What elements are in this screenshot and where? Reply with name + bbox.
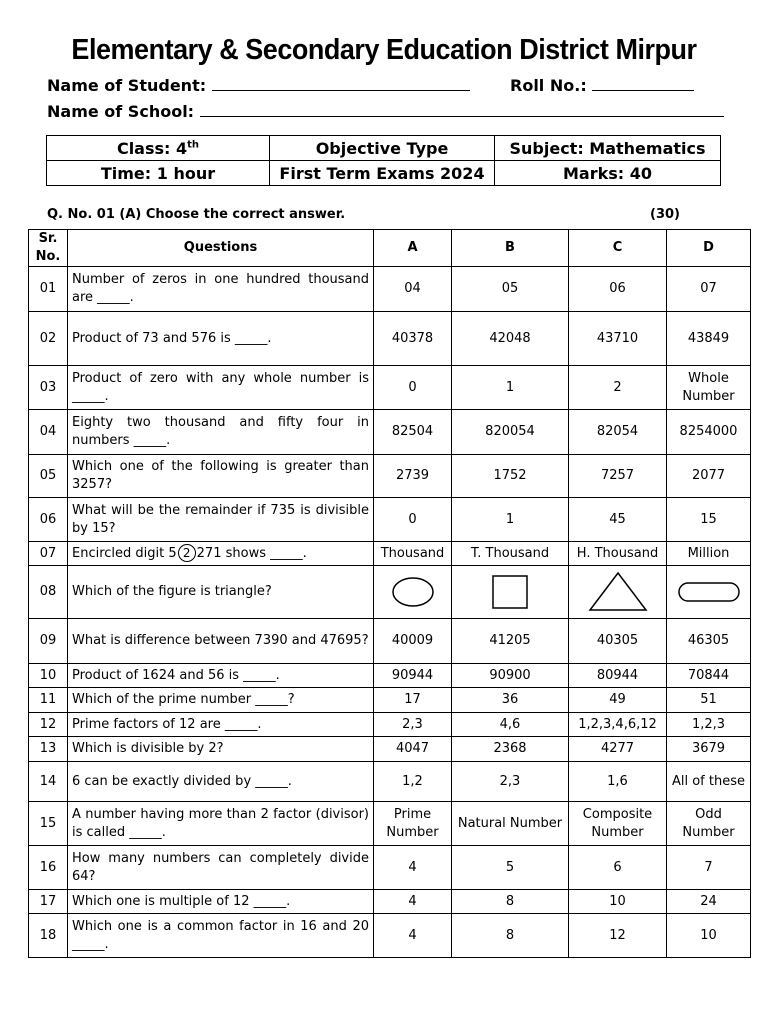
row-question: Number of zeros in one hundred thousand are _____.: [68, 267, 374, 312]
option-c: Composite Number: [569, 802, 667, 846]
row-sr-no: 11: [29, 688, 68, 713]
table-row: [29, 366, 751, 410]
row-sr-no: 08: [29, 566, 68, 619]
option-d: 8254000: [667, 410, 751, 455]
row-sr-no: 05: [29, 455, 68, 498]
option-d: 70844: [667, 664, 751, 688]
row-sr-no: 14: [29, 762, 68, 802]
option-a: 90944: [374, 664, 452, 688]
row-question: 6 can be exactly divided by _____.: [68, 762, 374, 802]
option-d: 46305: [667, 619, 751, 664]
table-row: [29, 737, 751, 762]
row-question: Which of the figure is triangle?: [68, 566, 374, 619]
option-a: 4: [374, 914, 452, 958]
header-c: C: [569, 230, 667, 267]
class-label: Class: 4: [116, 138, 188, 158]
option-a: 1,2: [374, 762, 452, 802]
option-d: 24: [667, 890, 751, 914]
option-c: 10: [569, 890, 667, 914]
row-question: Which one is multiple of 12 _____.: [68, 890, 374, 914]
option-a: Prime Number: [374, 802, 452, 846]
option-c: 45: [569, 498, 667, 542]
option-a: 40378: [374, 312, 452, 366]
option-b: 2,3: [452, 762, 569, 802]
header-a: A: [374, 230, 452, 267]
rounded-rectangle-shape: [677, 570, 741, 614]
header-b: B: [452, 230, 569, 267]
school-name-label: Name of School:: [47, 102, 195, 121]
option-d: 07: [667, 267, 751, 312]
question-heading: Q. No. 01 (A) Choose the correct answer.: [47, 207, 346, 222]
option-c: 6: [569, 846, 667, 890]
table-row: [29, 664, 751, 688]
row-sr-no: 18: [29, 914, 68, 958]
option-a: [374, 566, 452, 619]
subject-cell: Subject: Mathematics: [495, 136, 721, 161]
row-sr-no: 02: [29, 312, 68, 366]
row-question: [68, 542, 374, 566]
row-sr-no: 04: [29, 410, 68, 455]
row-sr-no: 06: [29, 498, 68, 542]
header-sr-no: [29, 230, 68, 267]
student-name-line: [47, 76, 470, 95]
option-b: 41205: [452, 619, 569, 664]
row-question: Which is divisible by 2?: [68, 737, 374, 762]
option-d: 10: [667, 914, 751, 958]
class-cell: [47, 136, 270, 161]
option-d: 7: [667, 846, 751, 890]
option-c: 40305: [569, 619, 667, 664]
row-question: What will be the remainder if 735 is divisible by 15?: [68, 498, 374, 542]
option-a: 4: [374, 890, 452, 914]
option-c: 1,2,3,4,6,12: [569, 713, 667, 737]
question-text-pre: Encircled digit 5: [72, 546, 177, 561]
option-c: 06: [569, 267, 667, 312]
option-d: 2077: [667, 455, 751, 498]
option-a: 2739: [374, 455, 452, 498]
row-sr-no: 17: [29, 890, 68, 914]
option-d: 3679: [667, 737, 751, 762]
table-row: [29, 566, 751, 619]
table-row: [29, 312, 751, 366]
table-row: [29, 410, 751, 455]
option-c: 1,6: [569, 762, 667, 802]
option-b: 1: [452, 498, 569, 542]
option-a: 0: [374, 498, 452, 542]
option-b: 36: [452, 688, 569, 713]
row-sr-no: 01: [29, 267, 68, 312]
table-row: [29, 713, 751, 737]
option-d: 1,2,3: [667, 713, 751, 737]
option-a: 0: [374, 366, 452, 410]
exam-cell: First Term Exams 2024: [270, 161, 495, 186]
marks-cell: Marks: 40: [495, 161, 721, 186]
row-question: Product of zero with any whole number is _____.: [68, 366, 374, 410]
school-name-line: [47, 102, 724, 121]
objective-type-cell: Objective Type: [270, 136, 495, 161]
option-a: 40009: [374, 619, 452, 664]
option-b: 1752: [452, 455, 569, 498]
row-sr-no: 16: [29, 846, 68, 890]
row-sr-no: 12: [29, 713, 68, 737]
option-b: T. Thousand: [452, 542, 569, 566]
header-questions: Questions: [68, 230, 374, 267]
row-question: Product of 1624 and 56 is _____.: [68, 664, 374, 688]
header-sr-label: Sr. No.: [35, 231, 61, 264]
square-shape: [478, 570, 542, 614]
table-row: [29, 455, 751, 498]
option-b: 1: [452, 366, 569, 410]
option-b: 8: [452, 914, 569, 958]
row-sr-no: 15: [29, 802, 68, 846]
option-a: 4: [374, 846, 452, 890]
roll-no-blank: [592, 76, 694, 91]
option-b: 05: [452, 267, 569, 312]
option-a: 2,3: [374, 713, 452, 737]
ellipse-shape: [381, 570, 445, 614]
row-question: Which of the prime number _____?: [68, 688, 374, 713]
option-c: 7257: [569, 455, 667, 498]
table-row: [29, 619, 751, 664]
row-question: Which one of the following is greater than 3257?: [68, 455, 374, 498]
option-b: 2368: [452, 737, 569, 762]
option-b: 5: [452, 846, 569, 890]
row-question: Eighty two thousand and fifty four in numbers _____.: [68, 410, 374, 455]
option-d: [667, 566, 751, 619]
page-title: Elementary & Secondary Education District Mirpur: [71, 34, 697, 66]
option-d: All of these: [667, 762, 751, 802]
table-row: [29, 542, 751, 566]
row-question: A number having more than 2 factor (divisor) is called _____.: [68, 802, 374, 846]
row-question: Product of 73 and 576 is _____.: [68, 312, 374, 366]
row-sr-no: 10: [29, 664, 68, 688]
option-c: H. Thousand: [569, 542, 667, 566]
option-c: 80944: [569, 664, 667, 688]
mcq-table: [28, 229, 751, 958]
option-a: 82504: [374, 410, 452, 455]
option-b: 4,6: [452, 713, 569, 737]
option-a: 04: [374, 267, 452, 312]
option-c: 43710: [569, 312, 667, 366]
table-row: [29, 498, 751, 542]
row-question: Prime factors of 12 are _____.: [68, 713, 374, 737]
table-row: [29, 688, 751, 713]
table-row: [29, 802, 751, 846]
row-sr-no: 13: [29, 737, 68, 762]
table-row: [29, 890, 751, 914]
option-d: Whole Number: [667, 366, 751, 410]
option-d: 15: [667, 498, 751, 542]
table-row: [29, 914, 751, 958]
table-header-row: [29, 230, 751, 267]
option-c: 12: [569, 914, 667, 958]
question-text-post: 271 shows _____.: [196, 546, 307, 561]
row-sr-no: 09: [29, 619, 68, 664]
option-d: Odd Number: [667, 802, 751, 846]
option-c: 82054: [569, 410, 667, 455]
option-c: 2: [569, 366, 667, 410]
option-a: 17: [374, 688, 452, 713]
header-d: D: [667, 230, 751, 267]
option-a: Thousand: [374, 542, 452, 566]
table-row: [29, 846, 751, 890]
class-superscript: th: [187, 139, 200, 151]
option-c: [569, 566, 667, 619]
row-question: Which one is a common factor in 16 and 20 _____.: [68, 914, 374, 958]
option-a: 4047: [374, 737, 452, 762]
option-b: Natural Number: [452, 802, 569, 846]
triangle-shape: [586, 570, 650, 614]
encircled-digit: 2: [178, 544, 196, 562]
row-sr-no: 03: [29, 366, 68, 410]
time-cell: Time: 1 hour: [47, 161, 270, 186]
option-c: 49: [569, 688, 667, 713]
student-name-blank: [212, 76, 470, 91]
option-d: 51: [667, 688, 751, 713]
option-b: 90900: [452, 664, 569, 688]
option-b: 42048: [452, 312, 569, 366]
roll-no-line: [510, 76, 694, 95]
option-c: 4277: [569, 737, 667, 762]
roll-no-label: Roll No.:: [510, 76, 587, 95]
exam-info-table: [46, 135, 721, 186]
option-b: [452, 566, 569, 619]
table-row: [29, 762, 751, 802]
row-sr-no: 07: [29, 542, 68, 566]
student-name-label: Name of Student:: [47, 76, 207, 95]
table-row: [29, 267, 751, 312]
row-question: What is difference between 7390 and 47695?: [68, 619, 374, 664]
option-d: 43849: [667, 312, 751, 366]
question-marks: (30): [650, 207, 680, 222]
option-d: Million: [667, 542, 751, 566]
option-b: 820054: [452, 410, 569, 455]
school-name-blank: [200, 102, 724, 117]
row-question: How many numbers can completely divide 64?: [68, 846, 374, 890]
option-b: 8: [452, 890, 569, 914]
